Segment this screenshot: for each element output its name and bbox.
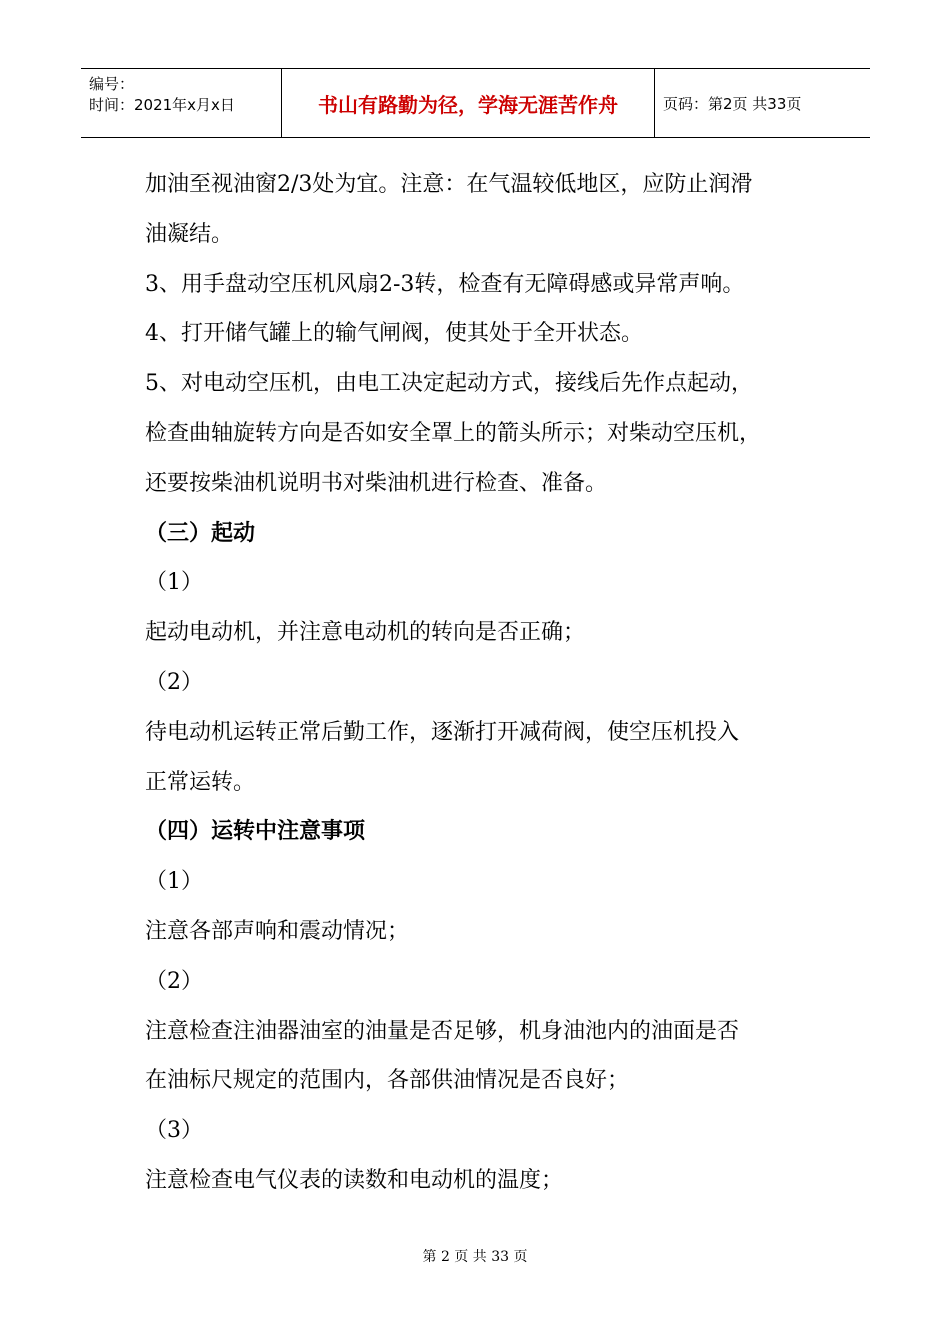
- document-body: [145, 160, 825, 1206]
- body-line: 注意检查电气仪表的读数和电动机的温度；: [145, 1167, 564, 1193]
- header-page-info: 页码：第2页 共33页: [663, 94, 802, 113]
- body-line: 4、打开储气罐上的输气闸阀，使其处于全开状态。: [145, 321, 643, 347]
- list-marker: （1）: [145, 570, 203, 596]
- body-line: 注意各部声响和震动情况；: [145, 918, 410, 944]
- body-line: 还要按柴油机说明书对柴油机进行检查、准备。: [145, 470, 608, 496]
- body-line: 起动电动机，并注意电动机的转向是否正确；: [145, 620, 586, 646]
- header-motto: 书山有路勤为径，学海无涯苦作舟: [282, 69, 655, 137]
- body-line: 3、用手盘动空压机风扇2-3转，检查有无障碍感或异常声响。: [145, 271, 745, 297]
- section-heading: （四）运转中注意事项: [145, 819, 366, 845]
- page-footer: 第 2 页 共 33 页: [422, 1249, 528, 1265]
- list-marker: （2）: [145, 968, 203, 994]
- list-marker: （3）: [145, 1118, 203, 1144]
- body-line: 5、对电动空压机，由电工决定起动方式，接线后先作点起动，: [145, 371, 753, 397]
- header-number-label: 编号：: [89, 75, 135, 93]
- header-meta: [81, 69, 282, 137]
- body-line: 加油至视油窗2/3处为宜。注意：在气温较低地区，应防止润滑: [145, 172, 753, 197]
- body-line: 检查曲轴旋转方向是否如安全罩上的箭头所示；对柴动空压机，: [145, 420, 762, 446]
- list-marker: （2）: [145, 669, 203, 695]
- section-heading: （三）起动: [145, 520, 256, 546]
- body-line: 正常运转。: [145, 769, 256, 795]
- body-line: 待电动机运转正常后勤工作，逐渐打开减荷阀，使空压机投入: [145, 719, 740, 745]
- body-line: 注意检查注油器油室的油量是否足够，机身油池内的油面是否: [145, 1018, 740, 1044]
- list-marker: （1）: [145, 869, 203, 895]
- body-line: 在油标尺规定的范围内，各部供油情况是否良好；: [145, 1068, 630, 1094]
- body-line: 油凝结。: [145, 221, 234, 247]
- header-time-label: 时间：2021年x月x日: [89, 96, 235, 114]
- page-header: [81, 68, 870, 138]
